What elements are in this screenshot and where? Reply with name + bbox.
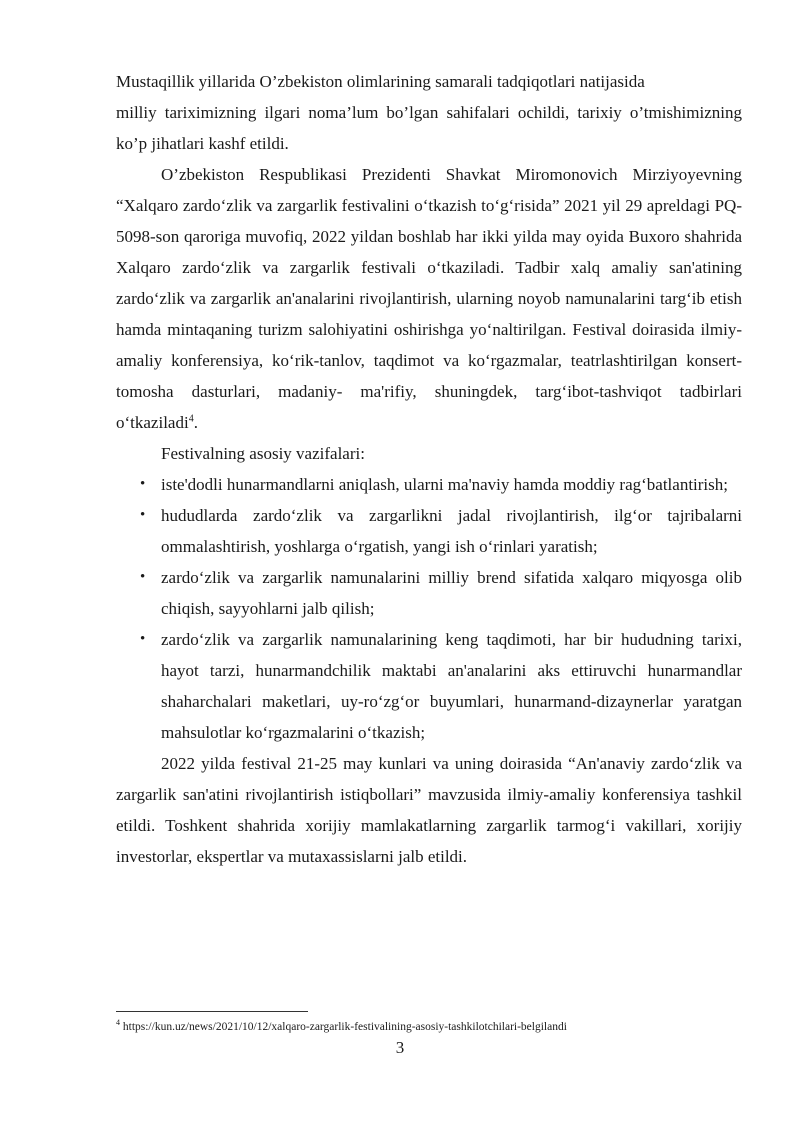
footnote-divider	[116, 1011, 308, 1012]
list-item	[116, 624, 742, 748]
paragraph-intro-rest: milliy tariximizning ilgari noma’lum bo’lgan sahifalari ochildi, tarixiy o’tmishimizning ko’p jihatlari kashf etildi.	[116, 103, 742, 153]
paragraph-decree-end: .	[193, 413, 198, 432]
list-item-text: hududlarda zardo‘zlik va zargarlikni jadal rivojlantirish, ilg‘or tajribalarni ommalashtirish, yoshlarga o‘rgatish, yangi ish o‘rinlari yaratish;	[161, 506, 742, 556]
bullet-icon: •	[140, 569, 146, 585]
paragraph-conference: 2022 yilda festival 21-25 may kunlari va uning doirasida “An'anaviy zardo‘zlik va zargarlik san'atini rivojlantirish istiqbollari” mavzusida ilmiy-amaliy konferensiya tashkil etildi. Toshkent shahrida xorijiy mamlakatlarning zargarlik tarmog‘i vakillari, xorijiy investorlar, ekspertlar va mutaxassislarni jalb etildi.	[116, 754, 742, 866]
footnote-reference[interactable]: 4	[188, 413, 194, 425]
paragraph-intro-line1: Mustaqillik yillarida O’zbekiston olimlarining samarali tadqiqotlari natijasida	[116, 72, 645, 91]
bullet-icon: •	[140, 476, 146, 492]
bullet-icon: •	[140, 507, 146, 523]
list-item	[116, 562, 742, 624]
tasks-list	[116, 469, 742, 748]
paragraph-decree-text: O’zbekiston Respublikasi Prezidenti Shavkat Miromonovich Mirziyoyevning “Xalqaro zardo‘zlik va zargarlik festivalini o‘tkazish to‘g‘risida” 2021 yil 29 apreldagi PQ-5098-son qaroriga muvofiq, 2022 yildan boshlab har ikki yilda may oyida Buxoro shahrida Xalqaro zardo‘zlik va zargarlik festivali o‘tkaziladi. Tadbir xalq amaliy san'atining zardo‘zlik va zargarlik an'analarini rivojlantirish, ularning noyob namunalarini targ‘ib etish hamda mintaqaning turizm salohiyatini oshirishga yo‘naltirilgan. Festival doirasida ilmiy-amaliy konferensiya, ko‘rik-tanlov, taqdimot va ko‘rgazmalar, teatrlashtirilgan konsert-tomosha dasturlari, madaniy- ma'rifiy, shuningdek, targ‘ibot-tashviqot tadbirlari o‘tkaziladi	[116, 165, 742, 432]
footnote-link[interactable]: https://kun.uz/news/2021/10/12/xalqaro-zargarlik-festivalining-asosiy-tashkilotchilari-belgilandi	[120, 1021, 567, 1033]
page-number: 3	[395, 1038, 405, 1057]
list-item	[116, 500, 742, 562]
list-item-text: zardo‘zlik va zargarlik namunalarini milliy brend sifatida xalqaro miqyosga olib chiqish, sayyohlarni jalb qilish;	[161, 568, 742, 618]
list-item-text: zardo‘zlik va zargarlik namunalarining keng taqdimoti, har bir hududning tarixi, hayot tarzi, hunarmandchilik maktabi an'analarini aks ettiruvchi hunarmandlar shaharchalari maketlari, uy-ro‘zg‘or buyumlari, hunarmand-dizaynerlar yaratgan mahsulotlar ko‘rgazmalarini o‘tkazish;	[161, 630, 742, 742]
bullet-icon: •	[140, 631, 146, 647]
paragraph-tasks-heading: Festivalning asosiy vazifalari:	[161, 444, 365, 463]
footnote-number: 4	[116, 1018, 120, 1028]
list-item	[116, 469, 742, 500]
footnote	[116, 1020, 742, 1035]
list-item-text: iste'dodli hunarmandlarni aniqlash, ularni ma'naviy hamda moddiy rag‘batlantirish;	[161, 475, 728, 494]
paragraph-decree	[116, 159, 742, 438]
document-body	[116, 66, 742, 872]
